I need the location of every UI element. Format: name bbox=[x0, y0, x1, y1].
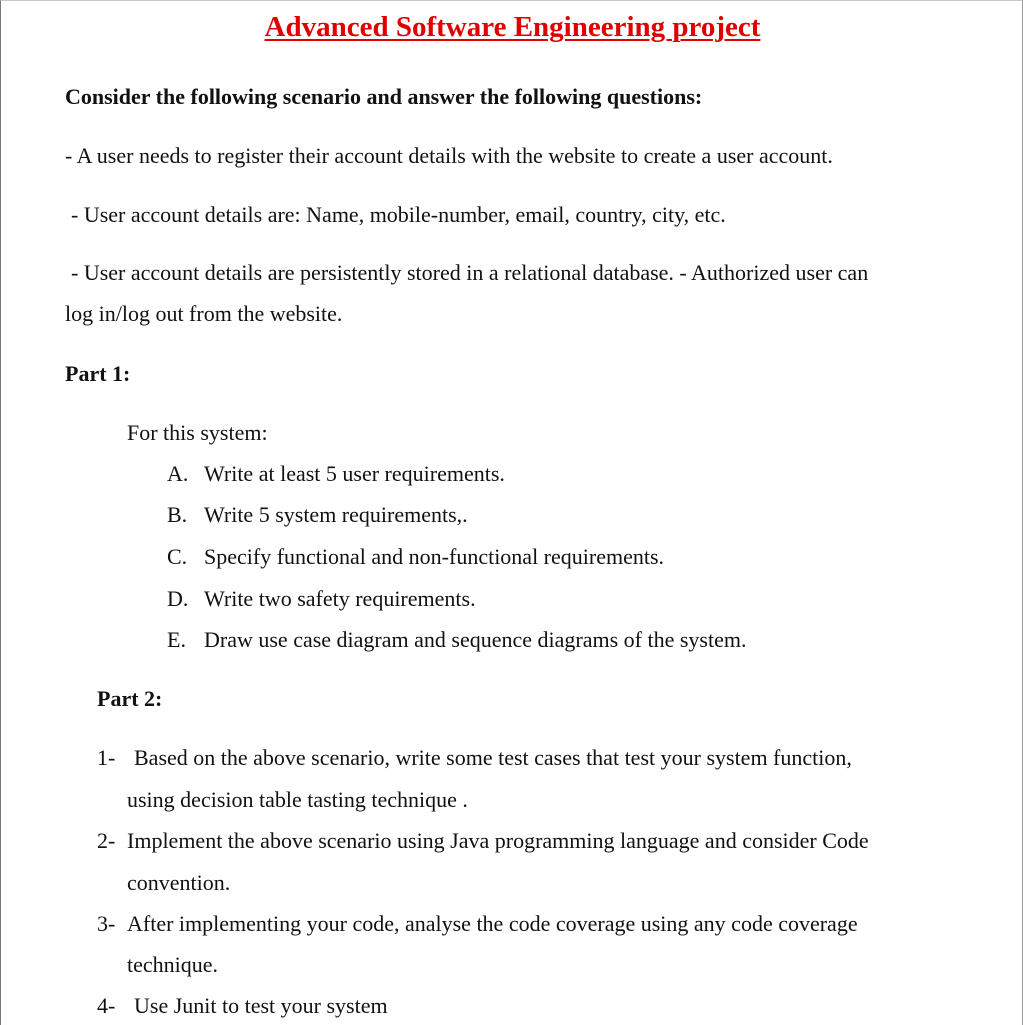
part2-item bbox=[97, 992, 388, 1020]
intro-heading: Consider the following scenario and answer the following questions: bbox=[65, 84, 703, 109]
list-marker: 3- bbox=[97, 911, 116, 936]
part1-item bbox=[167, 460, 505, 488]
part1-item bbox=[167, 626, 746, 654]
list-item-text: Use Junit to test your system bbox=[134, 993, 388, 1018]
scenario-line-3b: log in/log out from the website. bbox=[65, 301, 343, 326]
list-marker: B. bbox=[167, 502, 188, 527]
list-marker: 2- bbox=[97, 828, 116, 853]
scenario-line-2: - User account details are: Name, mobile-number, email, country, city, etc. bbox=[71, 202, 726, 227]
list-marker: 1- bbox=[97, 745, 116, 770]
list-marker: 4- bbox=[97, 993, 116, 1018]
list-item-text: Implement the above scenario using Java programming language and consider Code bbox=[127, 828, 869, 853]
part1-item bbox=[167, 543, 664, 571]
list-item-text: Write 5 system requirements,. bbox=[204, 502, 468, 527]
list-marker: D. bbox=[167, 586, 189, 611]
part1-item bbox=[167, 501, 468, 529]
list-item-text: Specify functional and non-functional requirements. bbox=[204, 544, 665, 569]
part2-heading: Part 2: bbox=[97, 686, 163, 711]
scenario-line-3a: - User account details are persistently stored in a relational database. - Authorized user can bbox=[71, 260, 869, 285]
list-item-text: Based on the above scenario, write some test cases that test your system function, bbox=[134, 745, 852, 770]
part2-item-continuation: convention. bbox=[127, 870, 231, 895]
part1-item bbox=[167, 585, 476, 613]
part2-item bbox=[97, 744, 852, 772]
part2-item bbox=[97, 827, 869, 855]
list-marker: C. bbox=[167, 544, 188, 569]
scenario-line-1: - A user needs to register their account details with the website to create a user account. bbox=[65, 143, 833, 168]
part2-item-continuation: using decision table tasting technique . bbox=[127, 787, 468, 812]
list-item-text: Write two safety requirements. bbox=[204, 586, 476, 611]
list-item-text: Write at least 5 user requirements. bbox=[204, 461, 505, 486]
page-title: Advanced Software Engineering project bbox=[264, 11, 761, 43]
part1-lead: For this system: bbox=[127, 420, 268, 445]
part2-item-continuation: technique. bbox=[127, 952, 219, 977]
part2-item bbox=[97, 910, 858, 938]
list-marker: A. bbox=[167, 461, 189, 486]
list-marker: E. bbox=[167, 627, 186, 652]
list-item-text: After implementing your code, analyse the code coverage using any code coverage bbox=[127, 911, 858, 936]
part1-heading: Part 1: bbox=[65, 361, 131, 386]
list-item-text: Draw use case diagram and sequence diagrams of the system. bbox=[204, 627, 747, 652]
